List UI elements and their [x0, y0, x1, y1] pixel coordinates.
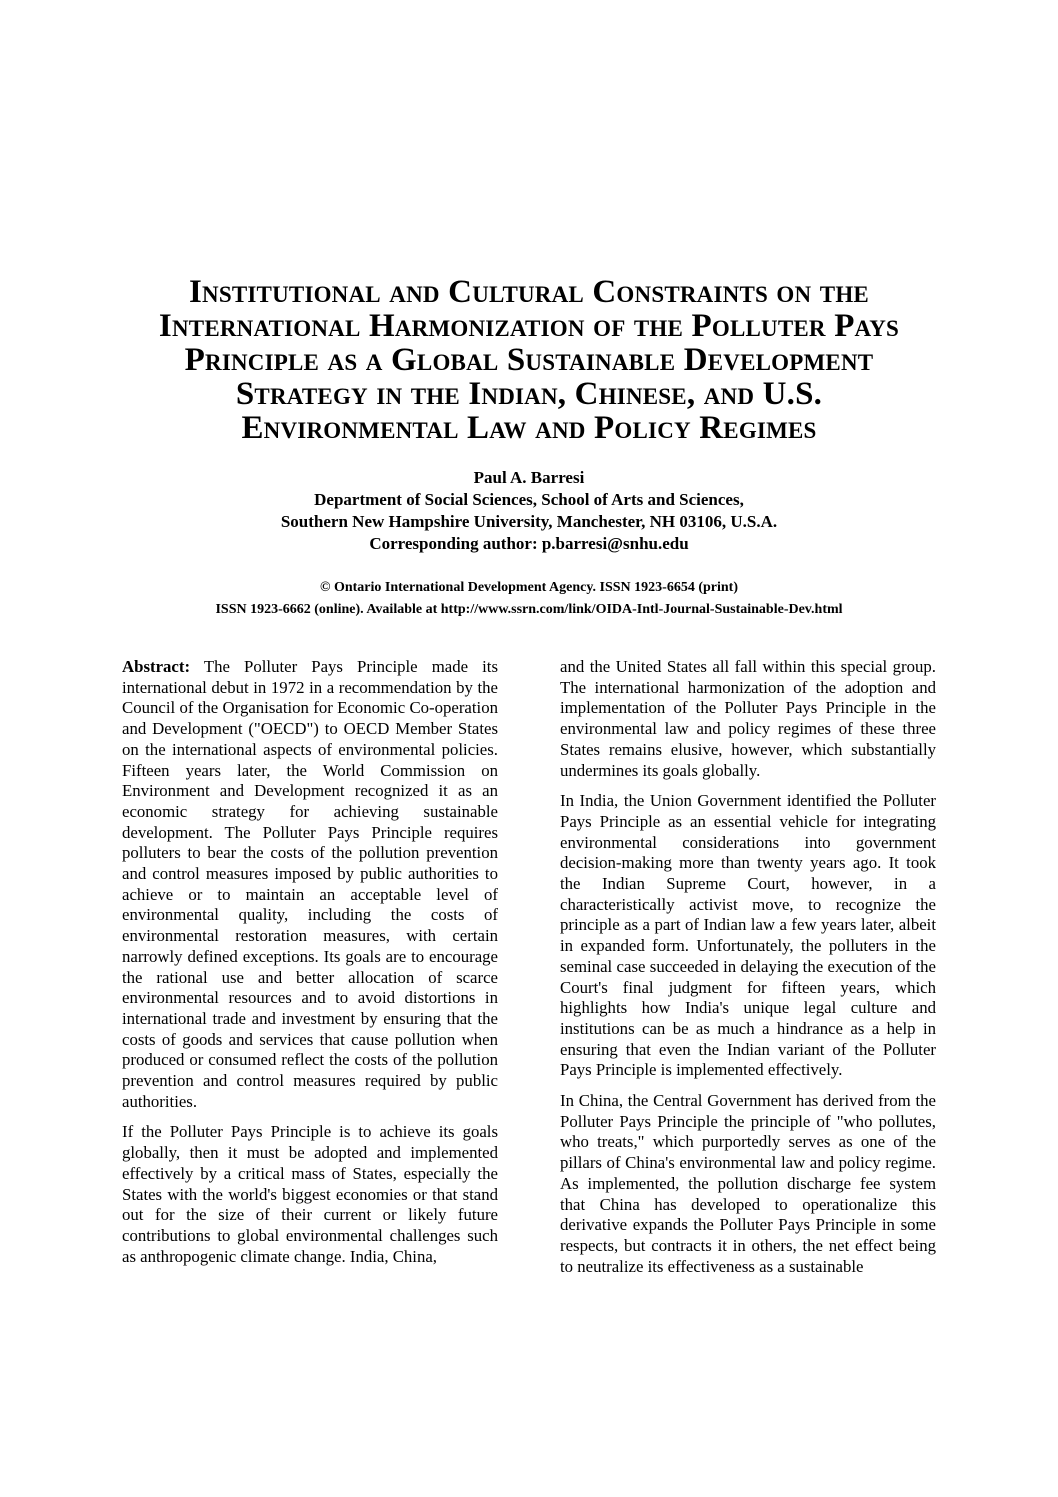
corresponding-author-email: Corresponding author: p.barresi@snhu.edu: [369, 534, 689, 553]
author-name: Paul A. Barresi: [473, 468, 585, 487]
abstract-label: Abstract:: [122, 657, 191, 676]
abstract-paragraph-1-text: The Polluter Pays Principle made its international debut in 1972 in a recommendation by the Council of the Organisation for Economic Co-operation and Development ("OECD") to OECD Member States on the international aspects of environmental policies. Fifteen years later, the World Commission on Environment and Development recognized it as an economic strategy for achieving sustainable development. The Polluter Pays Principle requires polluters to bear the costs of the pollution prevention and control measures imposed by public authorities to achieve or to maintain an acceptable level of environmental quality, including the costs of environmental restoration measures, with certain narrowly defined exceptions. Its goals are to encourage the rational use and better allocation of scarce environmental resources and to avoid distortions in international trade and investment by ensuring that the costs of goods and services that cause pollution when produced or consumed reflect the costs of the pollution prevention and control measures required by public authorities.: [122, 657, 498, 1111]
paper-title: [70, 275, 988, 445]
copyright-issn-print-line: © Ontario International Development Agency. ISSN 1923-6654 (print): [319, 580, 738, 595]
title-line: Environmental Law and Policy Regimes: [241, 410, 817, 446]
title-line: International Harmonization of the Polluter Pays: [158, 308, 900, 344]
issn-online-url-line: ISSN 1923-6662 (online). Available at http://www.ssrn.com/link/OIDA-Intl-Journal-Sustainable-Dev.html: [215, 602, 843, 617]
abstract-paragraph-5: In China, the Central Government has derived from the Polluter Pays Principle the principle of "who pollutes, who treats," which purportedly serves as one of the pillars of China's environmental law and policy regime. As implemented, the pollution discharge fee system that China has developed to operationalize this derivative expands the Polluter Pays Principle in some respects, but contracts it in others, the net effect being to neutralize its effectiveness as a sustainable: [560, 1091, 936, 1276]
author-block: [0, 467, 1058, 555]
abstract-paragraph-4: In India, the Union Government identified the Polluter Pays Principle as an essential vehicle for integrating environmental considerations into government decision-making more than twenty years ago. It took the Indian Supreme Court, however, in a characteristically activist move, to recognize the principle as a part of Indian law a few years later, albeit in expanded form. Unfortunately, the polluters in the seminal case succeeded in delaying the execution of the Court's final judgment for fifteen years, which highlights how India's unique legal culture and institutions can be as much a hindrance as a help in ensuring that even the Indian variant of the Polluter Pays Principle is implemented effectively.: [560, 791, 936, 1080]
abstract-paragraph-2: If the Polluter Pays Principle is to achieve its goals globally, then it must be adopted and implemented effectively by a critical mass of States, especially the States with the world's biggest economies or that stand out for the size of their current or likely future contributions to global environmental challenges such as anthropogenic climate change. India, China,: [122, 1122, 498, 1266]
author-affiliation-department: Department of Social Sciences, School of Arts and Sciences,: [314, 490, 744, 509]
right-column: [560, 657, 936, 1287]
abstract-columns: [122, 657, 936, 1287]
publisher-block: [0, 577, 1058, 621]
abstract-paragraph-1: [122, 657, 498, 1112]
author-affiliation-university: Southern New Hampshire University, Manchester, NH 03106, U.S.A.: [280, 512, 778, 531]
title-line: Institutional and Cultural Constraints on the: [189, 274, 869, 310]
title-line: Strategy in the Indian, Chinese, and U.S.: [235, 376, 823, 412]
abstract-paragraph-3: and the United States all fall within this special group. The international harmonization of the adoption and implementation of the Polluter Pays Principle in the environmental law and policy regimes of these three States remains elusive, however, which substantially undermines its goals globally.: [560, 657, 936, 780]
title-line: Principle as a Global Sustainable Development: [184, 342, 874, 378]
left-column: [122, 657, 498, 1287]
